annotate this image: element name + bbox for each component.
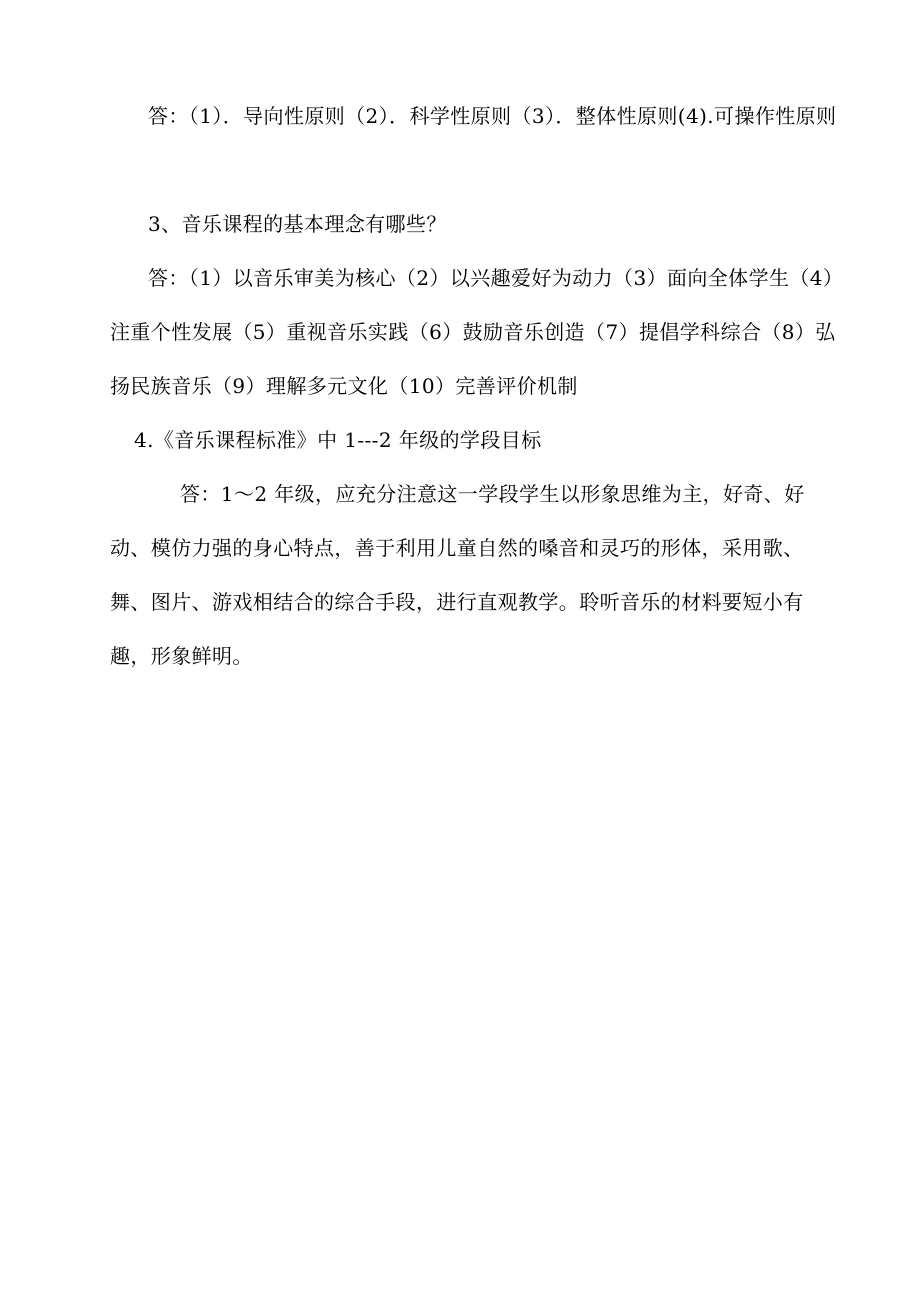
question-heading-3: 3、音乐课程的基本理念有哪些？ [148,212,447,236]
question-heading-4: 4.《音乐课程标准》中 1---2 年级的学段目标 [134,428,542,452]
answer-paragraph-1: 答：（1）．导向性原则（2）．科学性原则（3）．整体性原则(4).可操作性原则 [148,104,837,128]
answer-paragraph-4: 答：1～2 年级，应充分注意这一学段学生以形象思维为主，好奇、好动、模仿力强的身心特点，善于利用儿童自然的嗓音和灵巧的形体，采用歌、舞、图片、游戏相结合的综合手段，进行直观教学。聆听音乐的材料要短小有趣，形象鲜明。 [110,482,805,668]
answer-paragraph-3: 答：（1）以音乐审美为核心（2）以兴趣爱好为动力（3）面向全体学生（4）注重个性发展（5）重视音乐实践（6）鼓励音乐创造（7）提倡学科综合（8）弘扬民族音乐（9）理解多元文化（10）完善评价机制 [110,266,836,398]
